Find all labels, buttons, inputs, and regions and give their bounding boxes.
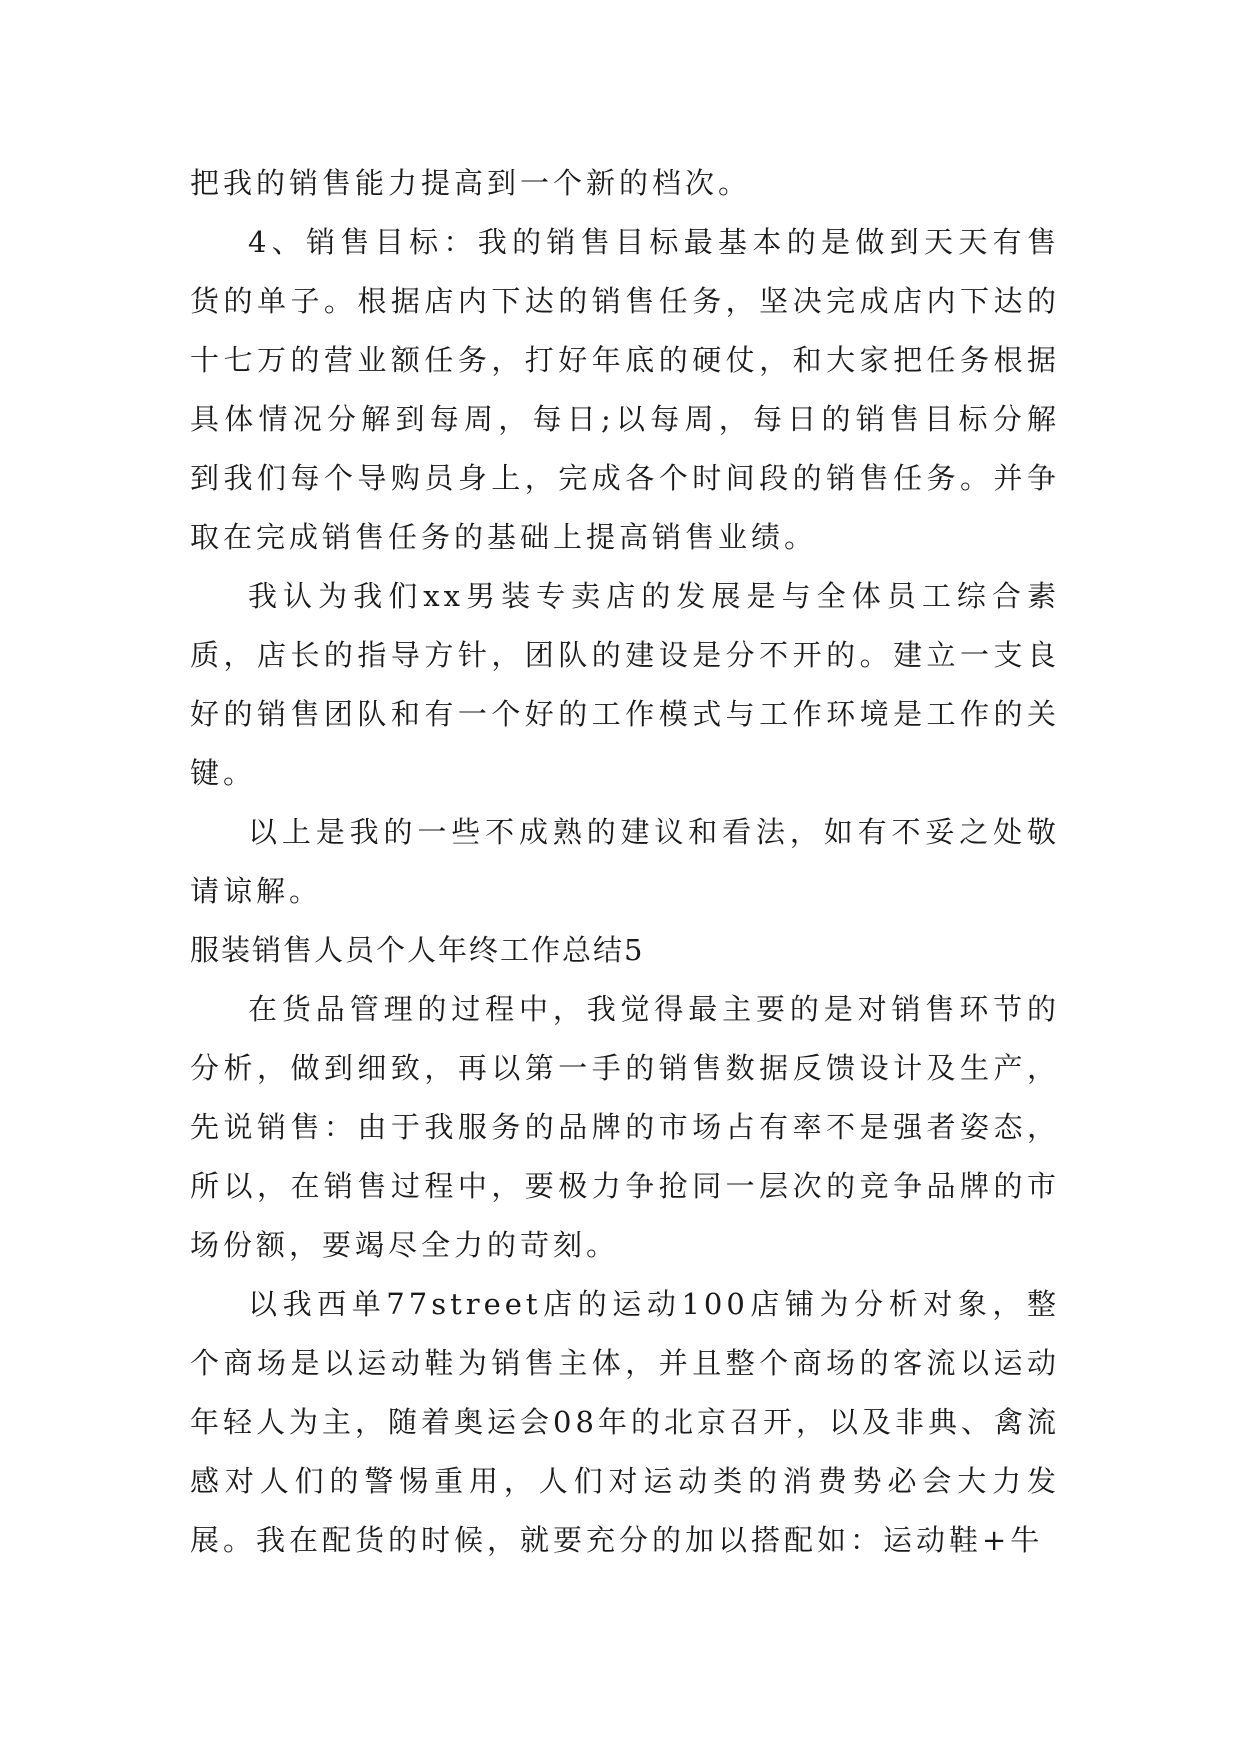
paragraph-closing-remark: 以上是我的一些不成熟的建议和看法，如有不妥之处敬请谅解。 [190, 815, 1060, 908]
paragraph-sales-target: 4、销售目标：我的销售目标最基本的是做到天天有售货的单子。根据店内下达的销售任务，坚决完成店内下达的十七万的营业额任务，打好年底的硬仗，和大家把任务根据具体情况分解到每周，每日;以每周，每日的销售目标分解到我们每个导购员身上，完成各个时间段的销售任务。并争取在完成销售任务的基础上提高销售业绩。 [190, 225, 1060, 554]
section-heading: 服装销售人员个人年终工作总结5 [190, 933, 645, 967]
document-body [190, 154, 1060, 1570]
paragraph-store-analysis: 以我西单77street店的运动100店铺为分析对象，整个商场是以运动鞋为销售主体，并且整个商场的客流以运动年轻人为主，随着奥运会08年的北京召开，以及非典、禽流感对人们的警惕重用，人们对运动类的消费势必会大力发展。我在配货的时候，就要充分的加以搭配如：运动鞋+牛 [190, 1287, 1060, 1557]
paragraph-team-development: 我认为我们xx男装专卖店的发展是与全体员工综合素质，店长的指导方针，团队的建设是分不开的。建立一支良好的销售团队和有一个好的工作模式与工作环境是工作的关键。 [190, 579, 1060, 790]
paragraph-continuation: 把我的销售能力提高到一个新的档次。 [190, 166, 752, 200]
paragraph-goods-management: 在货品管理的过程中，我觉得最主要的是对销售环节的分析，做到细致，再以第一手的销售数据反馈设计及生产，先说销售：由于我服务的品牌的市场占有率不是强者姿态，所以，在销售过程中，要极力争抢同一层次的竞争品牌的市场份额，要竭尽全力的苛刻。 [190, 992, 1060, 1262]
